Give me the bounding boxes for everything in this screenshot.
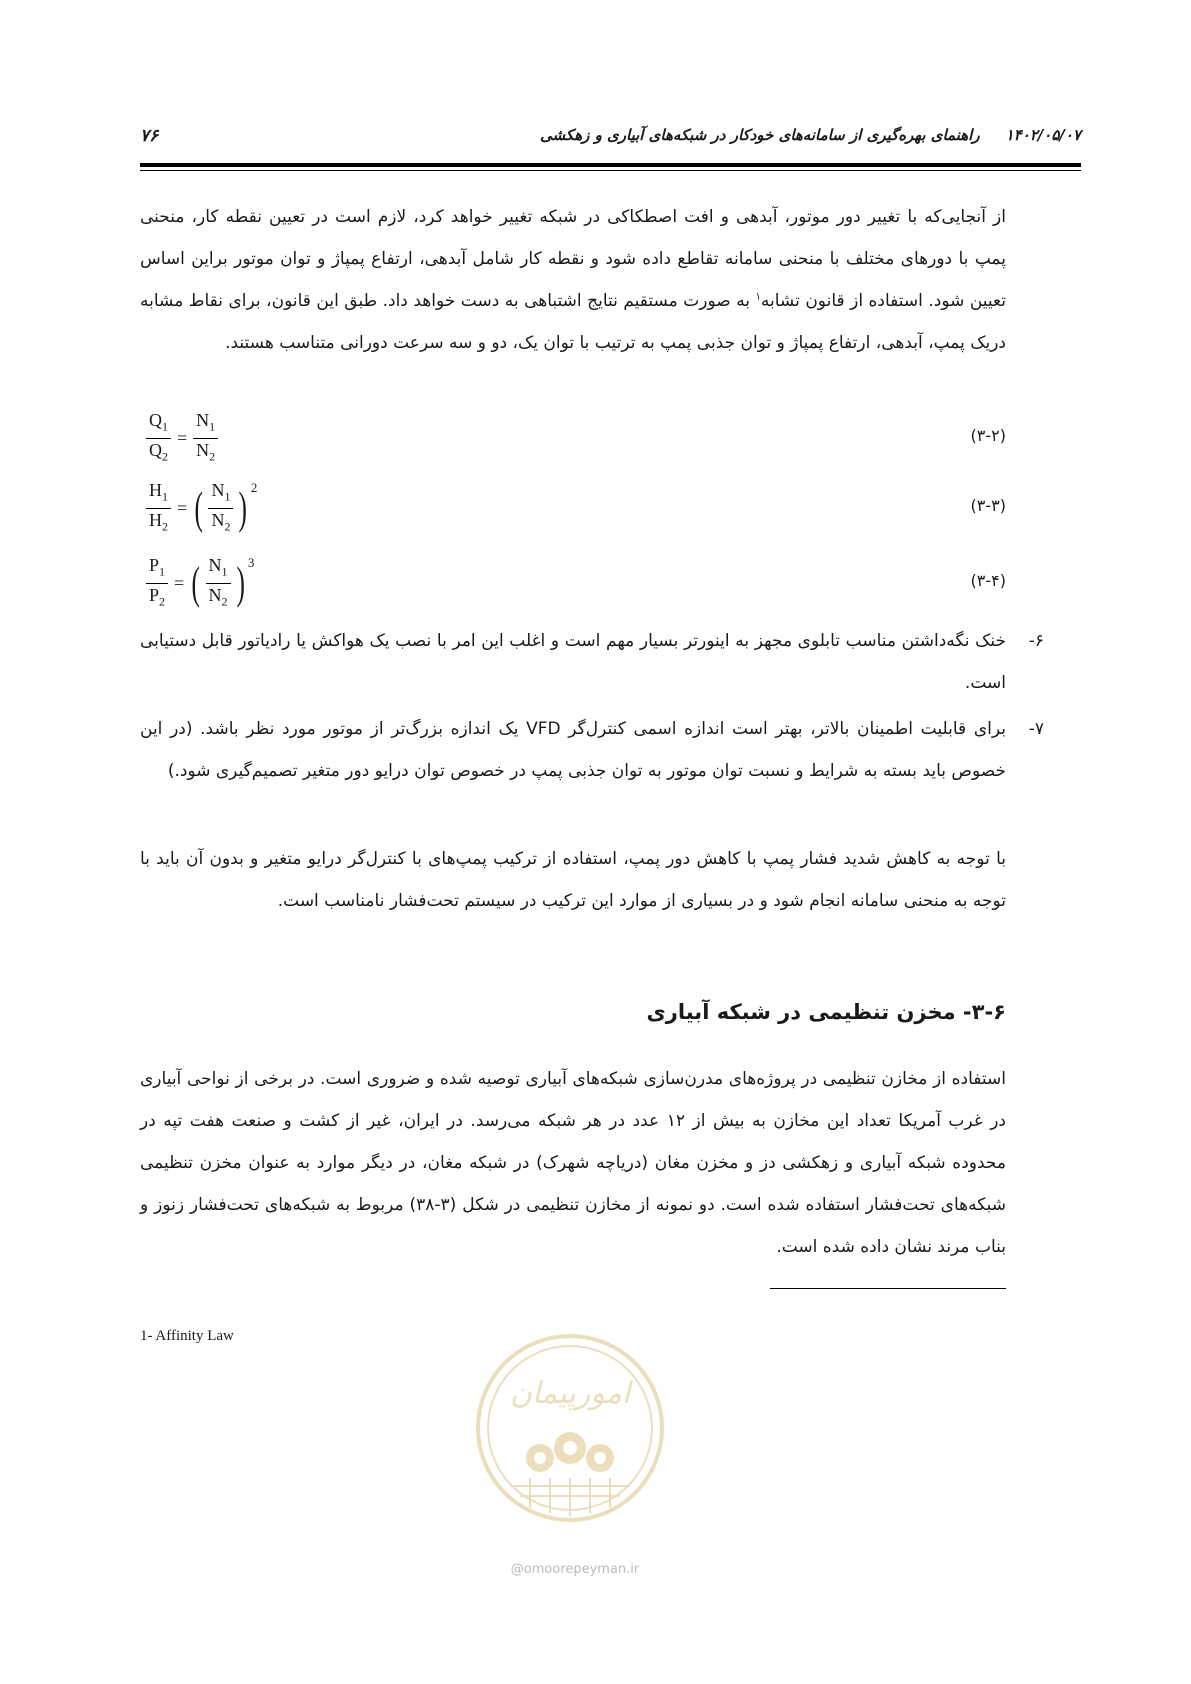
paragraph-intro: [140, 196, 1006, 364]
watermark-logo-icon: [470, 1328, 670, 1528]
list-item-text: برای قابلیت اطمینان بالاتر، بهتر است اندازه اسمی کنترل‌گر VFD یک اندازه بزرگ‌تر از موتور مورد نظر باشد. (در این خصوص باید بسته به شرایط و نسبت توان موتور به توان جذبی پمپ در خصوص توان درایو دور متغیر تصمیم‌گیری شود.): [140, 719, 1006, 781]
exponent: 3: [247, 555, 255, 570]
paragraph-intro-text-b: به صورت مستقیم نتایج اشتباهی به دست خواهد داد. طبق این قانون، برای نقاط مشابه دریک پمپ، آبدهی، ارتفاع پمپاژ و توان جذبی پمپ به ترتیب با توان یک، دو و سه سرعت دورانی متناسب هستند.: [140, 291, 1006, 353]
footnote-reference[interactable]: ۱: [755, 291, 761, 303]
equation-label: (۳-۳): [970, 496, 1006, 515]
equation-label: (۳-۴): [970, 571, 1006, 590]
watermark-url: @omoorepeyman.ir: [510, 1562, 640, 1577]
page-header: [140, 126, 1081, 154]
header-title: راهنمای بهره‌گیری از سامانه‌های خودکار در شبکه‌های آبیاری و زهکشی: [540, 126, 980, 144]
header-rule-thick: [140, 163, 1081, 167]
equation-formula: $\frac{Q_1}{Q_2}$ = $\frac{N_1}{N_2}$: [144, 408, 220, 468]
header-date: ۱۴۰۲/۰۵/۰۷: [1005, 126, 1081, 144]
equation-formula: $\frac{H_1}{H_2}$ = ( $\frac{N_1}{N_2}$ ) 2: [144, 478, 257, 538]
running-title: [540, 126, 1081, 144]
list-marker: ۶-: [1028, 631, 1044, 651]
paragraph-intro-text-a: از آنجایی‌که با تغییر دور موتور، آبدهی و افت اصطکاکی در شبکه تغییر خواهد کرد، لازم است در تعیین نقطه کار، منحنی پمپ با دورهای مختلف با منحنی سامانه تقاطع داده شود و نقطه کار شامل آبدهی، ارتفاع پمپاژ و توان موتور براین اساس تعیین شود. استفاده از قانون تشابه: [140, 207, 1006, 311]
equation-3-2: [140, 408, 1006, 468]
section-paragraph: استفاده از مخازن تنظیمی در پروژه‌های مدرن‌سازی شبکه‌های آبیاری توصیه شده و ضروری است. در برخی از نواحی آبیاری در غرب آمریکا تعداد این مخازن به بیش از ۱۲ عدد در هر شبکه می‌رسد. در ایران، غیر از کشت و صنعت هفت تپه در محدوده شبکه آبیاری و زهکشی دز و مخزن مغان (دریاچه شهرک) در شبکه مغان، در دیگر موارد به عنوان مخزن تنظیمی شبکه‌های تحت‌فشار استفاده شده است. دو نمونه از مخازن تنظیمی در شکل (۳-۳۸) مربوط به شبکه‌های تحت‌فشار زنوز و بناب مرند نشان داده شده است.: [140, 1069, 1007, 1257]
page-number: ۷۶: [140, 126, 159, 146]
equation-3-4: [140, 553, 1006, 613]
exponent: 2: [250, 480, 258, 495]
list-item-7: [140, 708, 1044, 792]
watermark-logo-text: امورپیمان: [509, 1376, 631, 1411]
equation-label: (۳-۲): [970, 426, 1006, 445]
equation-formula: $\frac{P_1}{P_2}$ = ( $\frac{N_1}{N_2}$ ) 3: [144, 553, 254, 613]
footnote-text: 1- Affinity Law: [140, 1328, 234, 1344]
list-item-6: [140, 620, 1044, 704]
section-heading: ۳-۶- مخزن تنظیمی در شبکه آبیاری: [646, 1000, 1006, 1024]
list-marker: ۷-: [1028, 719, 1044, 739]
equation-3-3: [140, 478, 1006, 538]
header-rule-thin: [140, 170, 1081, 171]
footnote-rule: [770, 1288, 1006, 1289]
list-item-text: خنک نگه‌داشتن مناسب تابلوی مجهز به اینورتر بسیار مهم است و اغلب این امر با نصب یک هواکش یا رادیاتور قابل دستیابی است.: [140, 631, 1006, 693]
paragraph-combination: با توجه به کاهش شدید فشار پمپ با کاهش دور پمپ، استفاده از ترکیب پمپ‌های با کنترل‌گر درایو متغیر و بدون آن باید با توجه به منحنی سامانه انجام شود و در بسیاری از موارد این ترکیب در سیستم تحت‌فشار نامناسب است.: [140, 849, 1006, 911]
